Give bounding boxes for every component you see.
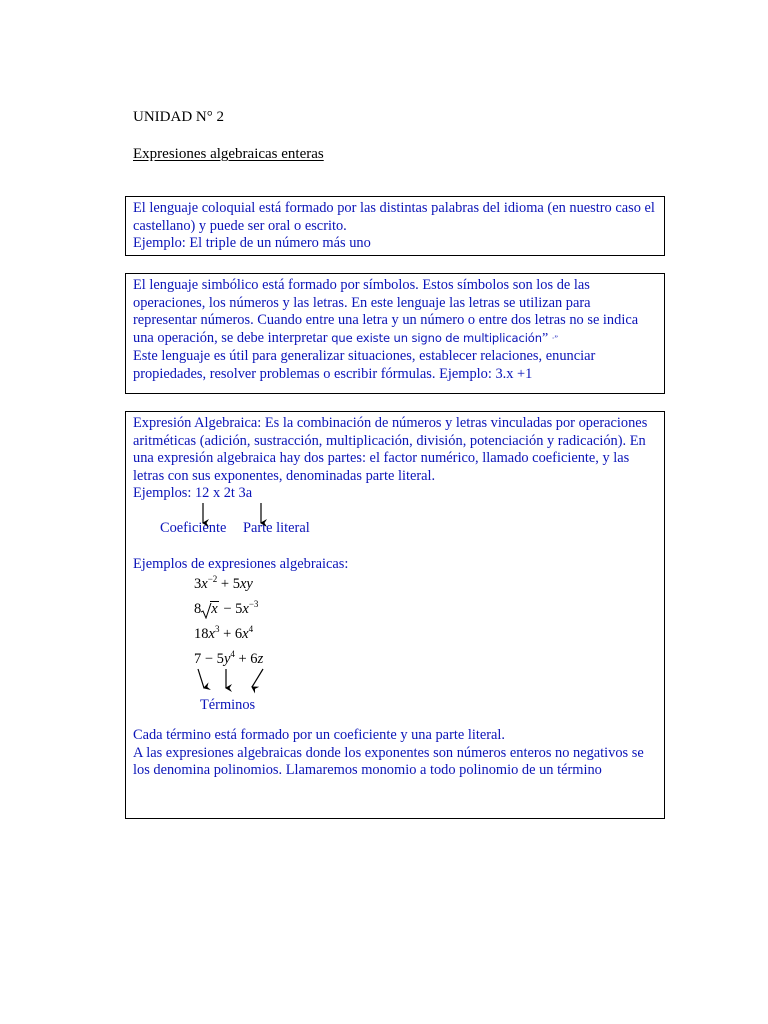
handwritten-note: que existe un signo de multiplicación bbox=[331, 330, 542, 345]
square-root: x bbox=[201, 601, 218, 619]
term-definition: Cada término está formado por un coeficiente y una parte literal. bbox=[133, 727, 506, 743]
literal-part-label: Parte literal bbox=[243, 520, 310, 536]
section-title: Expresiones algebraicas enteras bbox=[133, 146, 324, 162]
closing-quote: ” bbox=[541, 330, 549, 346]
closing-quote-small: ·” bbox=[551, 333, 558, 343]
expression-1: $3x^{-2} + 5xy$ bbox=[194, 574, 253, 592]
coloquial-language-box bbox=[125, 196, 665, 256]
term-arrow-3 bbox=[252, 669, 263, 687]
symbolic-text-a: El lenguaje simbólico está formado por símbolos. Estos símbolos son los de las operaciones, los números y las letras. En este lenguaje las letras se utilizan para representar números. Cuando entre una letra y un número o entre dos letras no se indica una operación, se debe interpretar bbox=[133, 277, 639, 346]
coloquial-definition: El lenguaje coloquial está formado por las distintas palabras del idioma (en nuestro caso el castellano) y puede ser oral o escrito. bbox=[133, 200, 655, 234]
closing-paragraph bbox=[133, 727, 658, 780]
algebraic-definition bbox=[133, 415, 658, 503]
examples-line: Ejemplos: 12 x 2t 3a bbox=[133, 485, 253, 502]
algebraic-expression-box bbox=[125, 411, 665, 819]
coefficient-label: Coeficiente bbox=[160, 520, 227, 536]
coloquial-example: Ejemplo: El triple de un número más uno bbox=[133, 235, 371, 252]
examples-title: Ejemplos de expresiones algebraicas: bbox=[133, 556, 349, 572]
unit-title: UNIDAD N° 2 bbox=[133, 109, 224, 125]
expression-3: $18x^3 + 6x^4$ bbox=[194, 624, 254, 642]
symbolic-language-box bbox=[125, 273, 665, 394]
symbolic-definition bbox=[133, 277, 657, 348]
polynomial-definition: A las expresiones algebraicas donde los exponentes son números enteros no negativos se los denomina polinomios. Llamaremos monomio a todo polinomio de un término bbox=[133, 744, 644, 779]
expression-4: $7 - 5y^4 + 6z$ bbox=[194, 649, 264, 667]
symbolic-usage: Este lenguaje es útil para generalizar situaciones, establecer relaciones, enunciar propiedades, resolver problemas o escribir fórmulas. Ejemplo: 3.x +1 bbox=[133, 348, 596, 382]
terms-label: Términos bbox=[200, 697, 256, 713]
definition-text: Expresión Algebraica: Es la combinación de números y letras vinculadas por operaciones aritméticas (adición, sustracción, multiplicación, división, potenciación y radicación). En una expresión algebraica hay dos partes: el factor numérico, llamado coeficiente, y las letras con sus exponentes, denominadas parte literal. bbox=[133, 415, 648, 484]
term-arrow-1 bbox=[198, 669, 204, 688]
expression-2: 8 $x - 5x^{-3}$ bbox=[194, 599, 259, 617]
